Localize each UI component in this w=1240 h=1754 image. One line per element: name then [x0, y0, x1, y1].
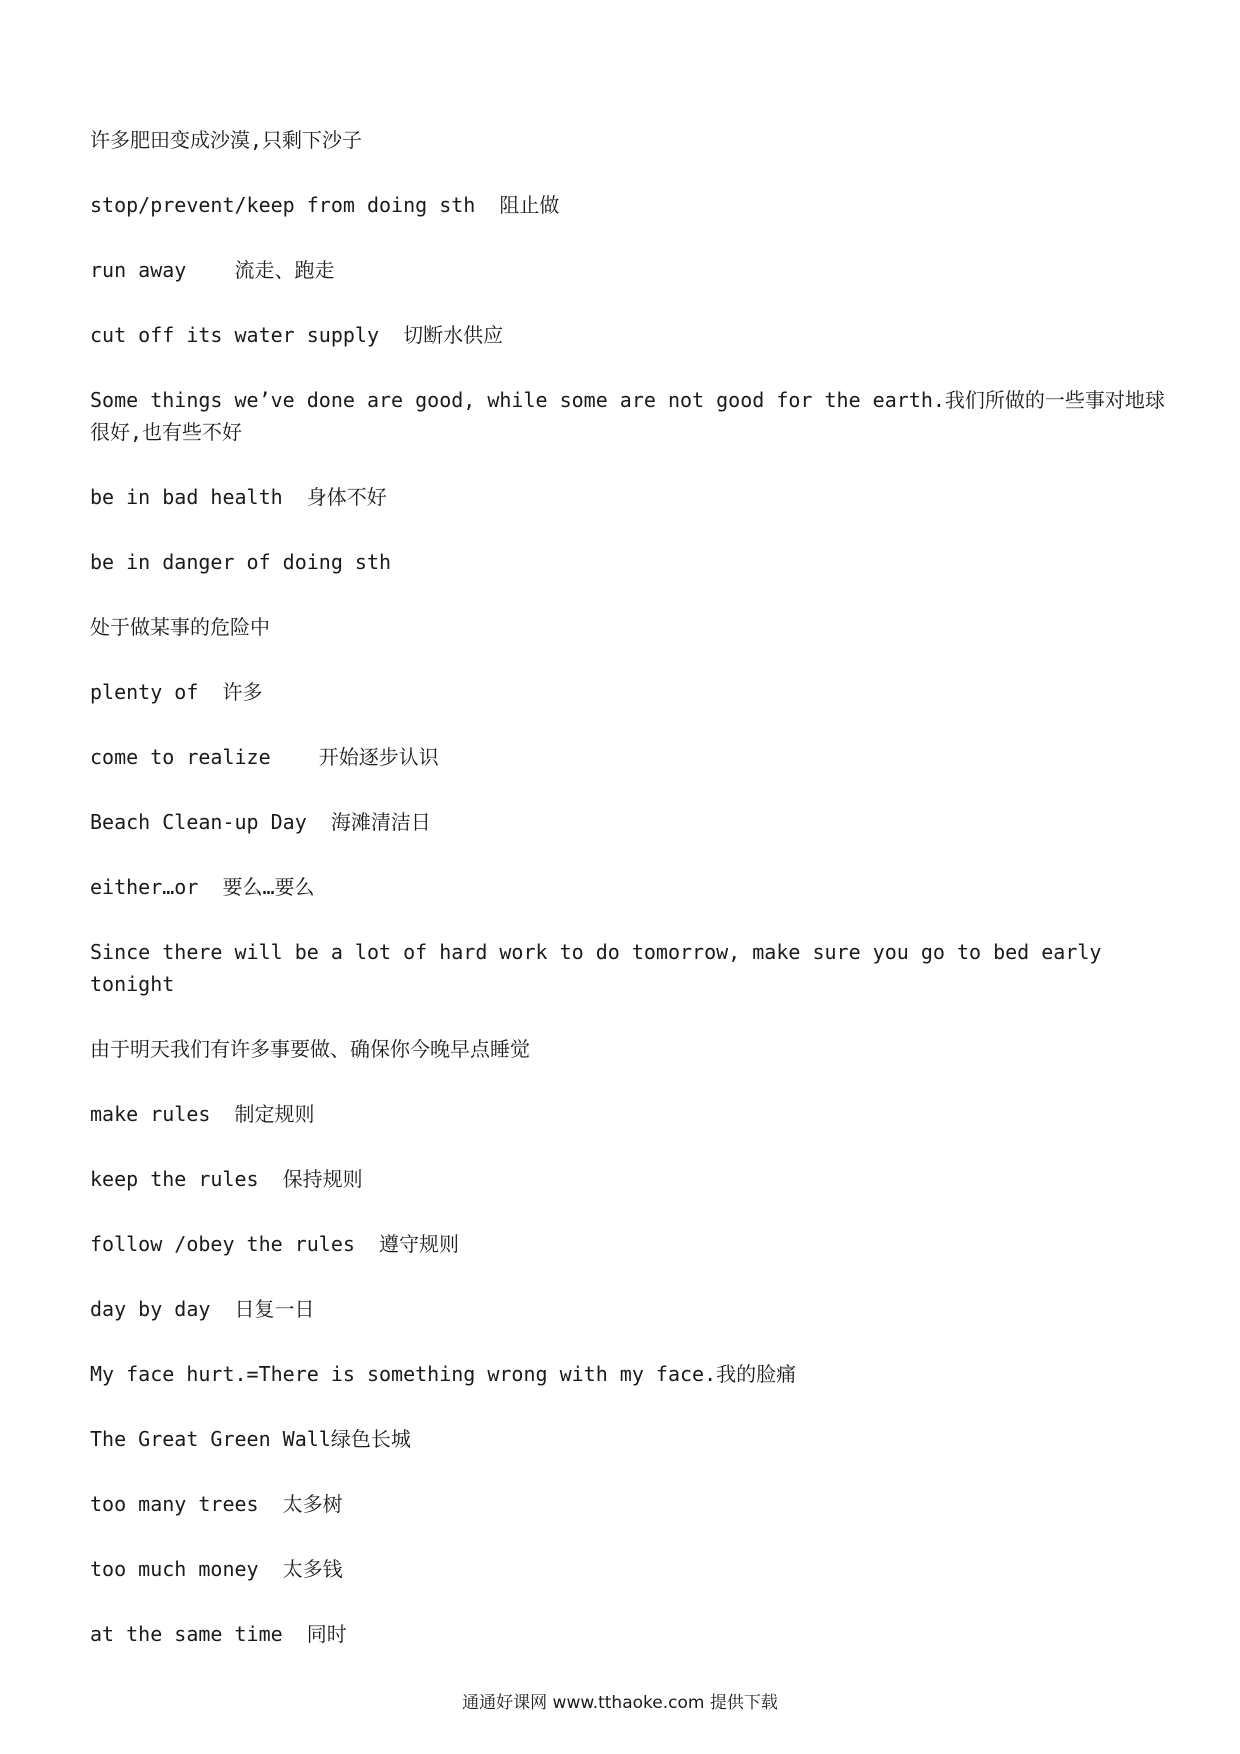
text-line: Since there will be a lot of hard work to do tomorrow, make sure you go to bed early tonight — [90, 940, 1114, 996]
text-line: too many trees 太多树 — [90, 1492, 343, 1516]
text-line: cut off its water supply 切断水供应 — [90, 323, 504, 347]
page-footer: 通通好课网 www.tthaoke.com 提供下载 — [462, 1693, 778, 1713]
text-line: keep the rules 保持规则 — [90, 1167, 363, 1191]
text-line: run away 流走、跑走 — [90, 258, 335, 282]
text-line: plenty of 许多 — [90, 680, 263, 704]
text-line: My face hurt.=There is something wrong with my face.我的脸痛 — [90, 1362, 797, 1386]
text-line: 由于明天我们有许多事要做、确保你今晚早点睡觉 — [90, 1037, 530, 1061]
text-line: be in bad health 身体不好 — [90, 485, 387, 509]
text-line: make rules 制定规则 — [90, 1102, 315, 1126]
text-line: either…or 要么…要么 — [90, 875, 315, 899]
text-line: 处于做某事的危险中 — [90, 615, 270, 639]
text-line: too much money 太多钱 — [90, 1557, 343, 1581]
text-line: Beach Clean-up Day 海滩清洁日 — [90, 810, 431, 834]
text-line: stop/prevent/keep from doing sth 阻止做 — [90, 193, 560, 217]
text-line: 许多肥田变成沙漠,只剩下沙子 — [90, 128, 363, 152]
text-line: come to realize 开始逐步认识 — [90, 745, 439, 769]
text-line: be in danger of doing sth — [90, 550, 392, 574]
text-line: Some things we’ve done are good, while some are not good for the earth.我们所做的一些事对地球很好,也有些不好 — [90, 388, 1165, 444]
text-line: day by day 日复一日 — [90, 1297, 315, 1321]
text-line: at the same time 同时 — [90, 1622, 347, 1646]
text-line: The Great Green Wall绿色长城 — [90, 1427, 411, 1451]
document-body — [90, 124, 1170, 1683]
text-line: follow /obey the rules 遵守规则 — [90, 1232, 459, 1256]
